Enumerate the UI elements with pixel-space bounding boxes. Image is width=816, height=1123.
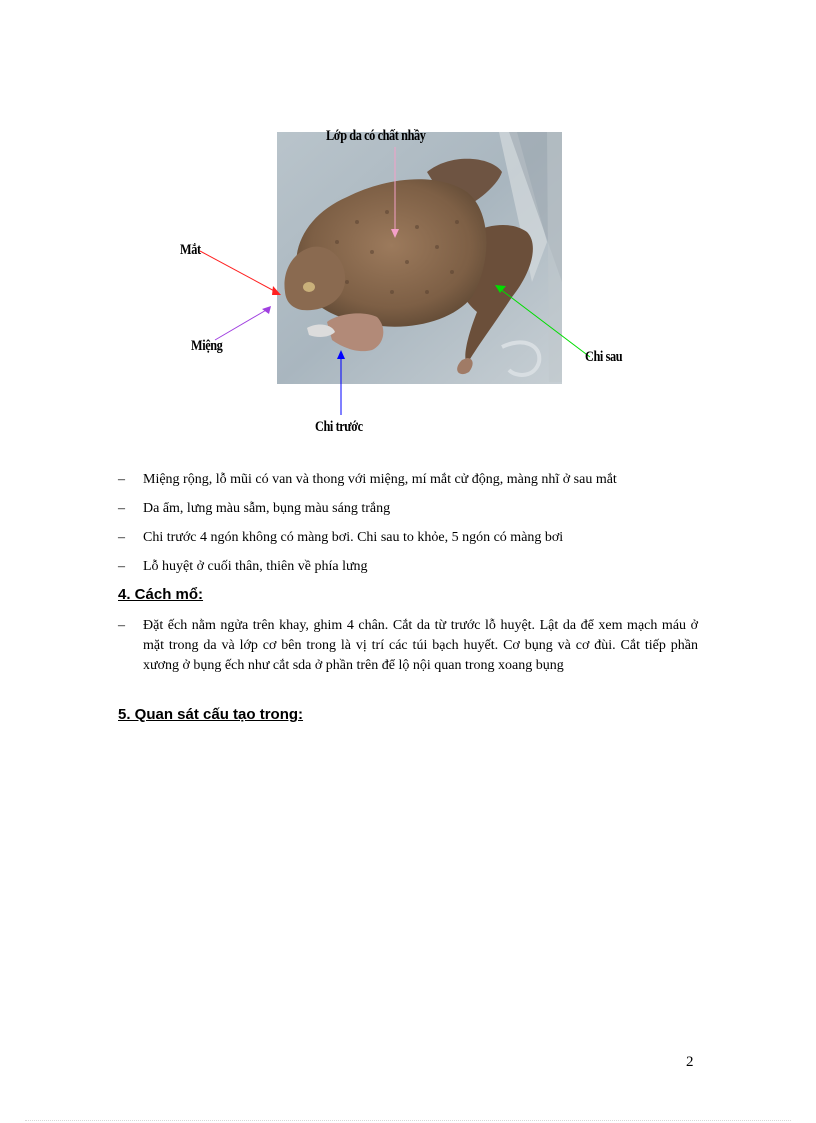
feature-list: [118, 470, 698, 586]
dissection-list: [118, 616, 698, 685]
mouth-arrow: [215, 306, 271, 340]
list-item: – Miệng rộng, lỗ mũi có van và thong với miệng, mí mắt cử động, màng nhĩ ở sau mắt: [118, 470, 698, 490]
list-item: – Đặt ếch nằm ngửa trên khay, ghim 4 chân. Cắt da từ trước lỗ huyệt. Lật da để xem mạch máu ở mặt trong da và lớp cơ bên trong là vị trí các túi bạch huyết. Cơ bụng và cơ đùi. Cắt tiếp phần xương ở bụng ếch như cắt sda ở phần trên để lộ nội quan trong xoang bụng: [118, 618, 698, 673]
list-item: – Da ẩm, lưng màu sẫm, bụng màu sáng trắng: [118, 499, 698, 519]
label-skin: Lớp da có chất nhầy: [326, 128, 426, 144]
eye-arrow: [200, 251, 281, 295]
page-number: 2: [686, 1054, 694, 1070]
frog-figure: [160, 125, 640, 445]
dash-marker: –: [118, 559, 125, 574]
dash-marker: –: [118, 501, 125, 516]
dash-marker: –: [118, 472, 125, 487]
dash-marker: –: [118, 530, 125, 545]
label-hind-limb: Chi sau: [585, 349, 623, 365]
hind-limb-arrow: [495, 285, 590, 357]
label-mouth: Miệng: [191, 338, 223, 354]
page-footer-divider: [25, 1120, 791, 1121]
section-heading-dissection: 4. Cách mổ:: [118, 586, 204, 603]
skin-arrow: [391, 147, 399, 238]
callout-arrows: [160, 125, 640, 445]
list-item: – Chi trước 4 ngón không có màng bơi. Chi sau to khỏe, 5 ngón có màng bơi: [118, 528, 698, 548]
label-fore-limb: Chi trước: [315, 419, 363, 435]
label-eye: Mắt: [180, 242, 201, 258]
fore-limb-arrow: [337, 350, 345, 415]
list-item: – Lỗ huyệt ở cuối thân, thiên về phía lưng: [118, 557, 698, 577]
section-heading-internal: 5. Quan sát cấu tạo trong:: [118, 706, 304, 723]
dash-marker: –: [118, 618, 125, 633]
